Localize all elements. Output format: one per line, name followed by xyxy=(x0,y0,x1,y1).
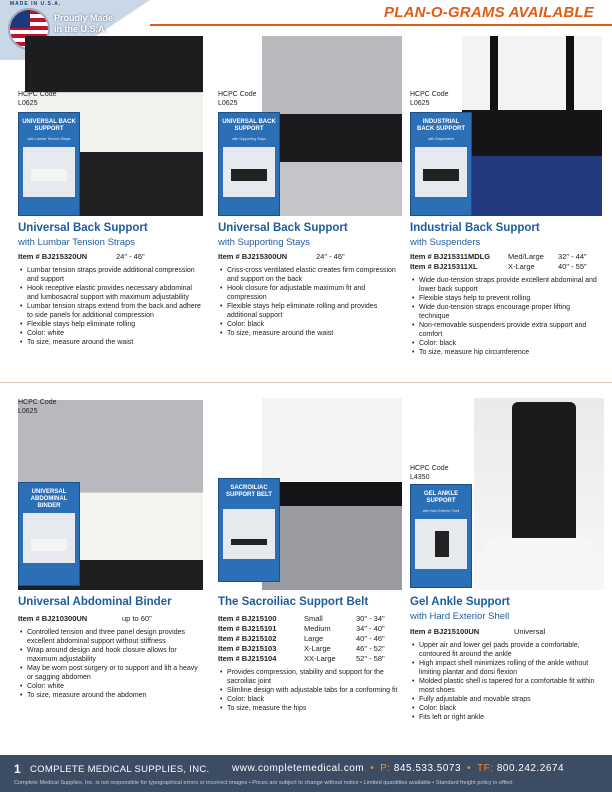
made-in-usa-badge: MADE IN U.S.A. xyxy=(10,1,62,7)
feature-item: • High impact shell minimizes rolling of the ankle without limiting plantar and dorsi flexion xyxy=(412,659,602,677)
header-divider xyxy=(150,24,612,26)
feature-item: • Controlled tension and three panel design provides excellent abdominal support without stiffness xyxy=(20,628,202,646)
feature-item: • Color: white xyxy=(20,682,202,691)
feature-item: • Upper air and lower gel pads provide a comfortable, contoured fit around the ankle xyxy=(412,641,602,659)
product-title: Universal Back Support xyxy=(18,222,148,234)
feature-item: • Wide duo-tension straps encourage proper lifting technique xyxy=(412,303,602,321)
product-box-image: UNIVERSAL ABDOMINAL BINDER xyxy=(18,482,80,586)
product-photo xyxy=(262,398,402,590)
product-photo xyxy=(262,36,402,216)
hcpc-code: HCPC Code L0625 xyxy=(218,91,257,107)
feature-item: • Color: black xyxy=(412,704,602,713)
footer xyxy=(0,755,612,792)
product-title: Universal Back Support xyxy=(218,222,348,234)
feature-item: • To size, measure around the waist xyxy=(220,329,404,338)
feature-item: • To size, measure around the waist xyxy=(20,338,202,347)
contact-line: www.completemedical.com • P: 845.533.5073 • TF: 800.242.2674 xyxy=(232,763,564,774)
website-link[interactable]: www.completemedical.com xyxy=(232,763,365,774)
feature-item: • Criss-cross ventilated elastic creates firm compression and support on the back xyxy=(220,266,404,284)
item-list xyxy=(18,252,208,262)
product-box-image: SACROILIAC SUPPORT BELT xyxy=(218,478,280,582)
item-list xyxy=(218,614,414,664)
page-number: 1 xyxy=(14,762,21,776)
item-list xyxy=(18,614,208,624)
product-box-image: INDUSTRIAL BACK SUPPORT with Suspenders xyxy=(410,112,472,216)
feature-item: • Fits left or right ankle xyxy=(412,713,602,722)
product-subtitle: with Suspenders xyxy=(410,237,481,248)
item-list xyxy=(218,252,408,262)
product-title: Industrial Back Support xyxy=(410,222,540,234)
hcpc-code: HCPC Code L0625 xyxy=(18,399,57,415)
hcpc-code: HCPC Code L0625 xyxy=(410,91,449,107)
proudly-made-label: Proudly Made in the U.S.A. xyxy=(54,13,114,34)
feature-item: • Non-removable suspenders provide extra support and comfort xyxy=(412,321,602,339)
item-row: Item # BJ215311XL X-Large 40" - 55" xyxy=(410,262,587,271)
feature-item: • Color: black xyxy=(220,320,404,329)
disclaimer: Complete Medical Supplies, Inc. is not responsible for typographical errors or incorrect images • Prices are subject to change without notice • Limited quantities available • Standard freight policy in effect xyxy=(14,780,513,786)
feature-list xyxy=(412,276,602,357)
feature-item: • Wrap around design and hook closure allows for maximum adjustability xyxy=(20,646,202,664)
item-list xyxy=(410,627,606,637)
product-photo xyxy=(462,36,602,216)
row-divider xyxy=(0,382,612,383)
hcpc-code: HCPC Code L4350 xyxy=(410,465,449,481)
feature-item: • Hook receptive elastic provides necessary abdominal and lumbosacral support with maximum adjustability xyxy=(20,284,202,302)
item-row: Item # BJ215104 XX-Large 52" - 58" xyxy=(218,654,385,663)
product-title: The Sacroiliac Support Belt xyxy=(218,596,369,608)
product-title: Gel Ankle Support xyxy=(410,596,510,608)
feature-item: • Hook closure for adjustable maximum fit and compression xyxy=(220,284,404,302)
product-box-image: GEL ANKLE SUPPORT with Hard Exterior Shell xyxy=(410,484,472,588)
item-row: Item # BJ215100UN Universal xyxy=(410,627,546,636)
feature-item: • Flexible stays help to prevent rolling xyxy=(412,294,602,303)
product-title: Universal Abdominal Binder xyxy=(18,596,172,608)
item-row: Item # BJ215311MDLG Med/Large 32" - 44" xyxy=(410,252,587,261)
feature-list xyxy=(412,641,602,722)
feature-list xyxy=(20,266,202,347)
item-row: Item # BJ215320UN 24" - 46" xyxy=(18,252,145,261)
feature-item: • Flexible stays help eliminate rolling and provides additional support xyxy=(220,302,404,320)
feature-list xyxy=(220,668,402,713)
feature-item: • Color: black xyxy=(220,695,402,704)
feature-item: • Provides compression, stability and support for the sacroiliac joint xyxy=(220,668,402,686)
feature-item: • Molded plastic shell is tapered for a comfortable fit within most shoes xyxy=(412,677,602,695)
item-row: Item # BJ210300UN up to 60" xyxy=(18,614,152,623)
feature-list xyxy=(20,628,202,700)
feature-item: • To size, measure hip circumference xyxy=(412,348,602,357)
feature-item: • May be worn post surgery or to support and lift a heavy or sagging abdomen xyxy=(20,664,202,682)
feature-item: • Color: black xyxy=(412,339,602,348)
item-row: Item # BJ215300UN 24" - 46" xyxy=(218,252,345,261)
product-subtitle: with Hard Exterior Shell xyxy=(410,611,510,622)
product-subtitle: with Lumbar Tension Straps xyxy=(18,237,136,248)
product-box-image: UNIVERSAL BACK SUPPORT with Supporting Stays xyxy=(218,112,280,216)
item-row: Item # BJ215103 X-Large 46" - 52" xyxy=(218,644,385,653)
feature-item: • Color: white xyxy=(20,329,202,338)
item-row: Item # BJ215101 Medium 34" - 40" xyxy=(218,624,385,633)
feature-item: • Wide duo-tension straps provide excellent abdominal and lower back support xyxy=(412,276,602,294)
feature-item: • Slimline design with adjustable tabs for a conforming fit xyxy=(220,686,402,695)
product-box-image: UNIVERSAL BACK SUPPORT with Lumbar Tension Straps xyxy=(18,112,80,216)
feature-item: • To size, measure around the abdomen xyxy=(20,691,202,700)
item-row: Item # BJ215102 Large 40" - 46" xyxy=(218,634,385,643)
feature-item: • Lumbar tension straps provide additional compression and support xyxy=(20,266,202,284)
item-row: Item # BJ215100 Small 30" - 34" xyxy=(218,614,385,623)
feature-item: • Flexible stays help eliminate rolling xyxy=(20,320,202,329)
product-subtitle: with Supporting Stays xyxy=(218,237,310,248)
company-name: COMPLETE MEDICAL SUPPLIES, INC. xyxy=(30,764,210,775)
tollfree-number: 800.242.2674 xyxy=(496,763,564,774)
item-list xyxy=(410,252,606,272)
feature-item: • Fully adjustable and movable straps xyxy=(412,695,602,704)
feature-item: • To size, measure the hips xyxy=(220,704,402,713)
product-photo xyxy=(474,398,604,590)
plan-o-grams-banner: PLAN-O-GRAMS AVAILABLE xyxy=(384,4,594,21)
phone-number: 845.533.5073 xyxy=(393,763,462,774)
feature-item: • Lumbar tension straps extend from the back and adhere to side panels for additional compression xyxy=(20,302,202,320)
feature-list xyxy=(220,266,404,338)
hcpc-code: HCPC Code L0625 xyxy=(18,91,57,107)
